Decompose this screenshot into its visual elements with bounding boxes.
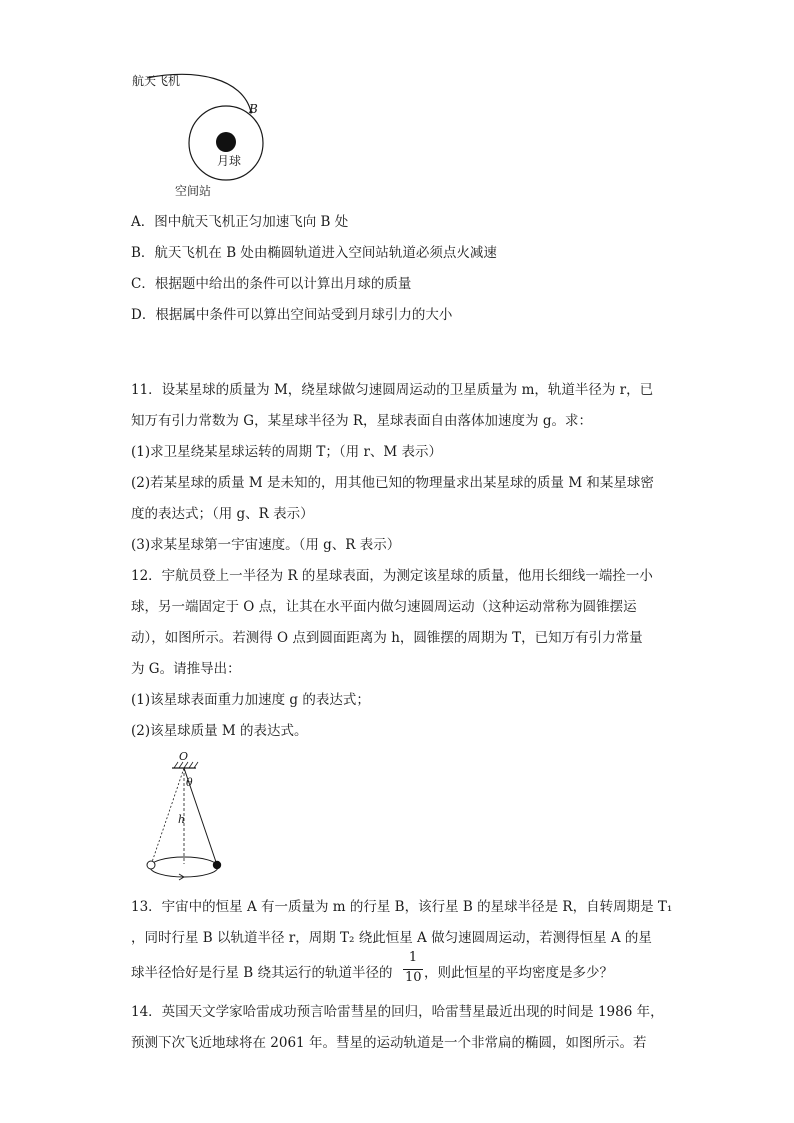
q14-line2: 预测下次飞近地球将在 2061 年。彗星的运动轨道是一个非常扁的椭圆，如图所示。若: [131, 1035, 647, 1051]
label-theta: θ: [186, 776, 193, 789]
ball: [213, 861, 221, 869]
moon: [216, 132, 236, 152]
figure-moon-orbit: [125, 66, 285, 201]
label-space-station: 空间站: [175, 184, 212, 198]
q12-part2: (2)该星球质量 M 的表达式。: [131, 723, 308, 739]
q12-part1: (1)该星球表面重力加速度 g 的表达式；: [131, 692, 370, 708]
q11-part2b: 度的表达式；（用 g、R 表示）: [131, 506, 314, 522]
q11-part2a: (2)若某星球的质量 M 是未知的，用其他已知的物理量求出某星球的质量 M 和某星球密: [131, 475, 654, 491]
q12-line4: 为 G。请推导出：: [131, 661, 241, 677]
label-h: h: [178, 813, 186, 826]
q11-line2: 知万有引力常数为 G，某星球半径为 R，星球表面自由落体加速度为 g。求：: [131, 413, 592, 429]
q14-line1: 14．英国天文学家哈雷成功预言哈雷彗星的回归，哈雷彗星最近出现的时间是 1986 年，: [131, 1004, 664, 1020]
q11-part1: (1)求卫星绕某星球运转的周期 T；（用 r、M 表示）: [131, 444, 443, 460]
q12-line2: 球，另一端固定于 O 点，让其在水平面内做匀速圆周运动（这种运动常称为圆锥摆运: [131, 599, 637, 615]
label-space-shuttle: 航天飞机: [132, 74, 181, 88]
q11-line1: 11．设某星球的质量为 M，绕星球做匀速圆周运动的卫星质量为 m，轨道半径为 r，已: [131, 382, 654, 398]
fraction-denominator: 10: [405, 970, 422, 985]
label-b: B: [249, 102, 258, 116]
q13-line3-pre: 球半径恰好是行星 B 绕其运行的轨道半径的: [131, 965, 393, 981]
q13-line3-post: ，则此恒星的平均密度是多少？: [424, 965, 613, 981]
label-o: O: [179, 750, 189, 763]
q12-line3: 动），如图所示。若测得 O 点到圆面距离为 h，圆锥摆的周期为 T，已知万有引力常量: [131, 630, 643, 646]
option-a: A．图中航天飞机正匀加速飞向 B 处: [131, 214, 349, 230]
q12-line1: 12．宇航员登上一半径为 R 的星球表面，为测定该星球的质量，他用长细线一端拴一小: [131, 568, 653, 584]
option-b: B．航天飞机在 B 处由椭圆轨道进入空间站轨道必须点火减速: [131, 245, 497, 261]
q13-line2: ，同时行星 B 以轨道半径 r，周期 T₂ 绕此恒星 A 做匀速圆周运动，若测得恒星 A 的星: [131, 930, 652, 946]
q13-line1: 13．宇宙中的恒星 A 有一质量为 m 的行星 B，该行星 B 的星球半径是 R，自转周期是 T₁: [131, 899, 673, 915]
fraction-numerator: 1: [408, 950, 418, 965]
option-d: D．根据属中条件可以算出空间站受到月球引力的大小: [131, 307, 453, 323]
figure-conical-pendulum: [138, 750, 238, 890]
label-moon: 月球: [217, 154, 242, 168]
ball-previous: [147, 861, 155, 869]
option-c: C．根据题中给出的条件可以计算出月球的质量: [131, 276, 412, 292]
q11-part3: (3)求某星球第一宇宙速度。（用 g、R 表示）: [131, 537, 401, 553]
